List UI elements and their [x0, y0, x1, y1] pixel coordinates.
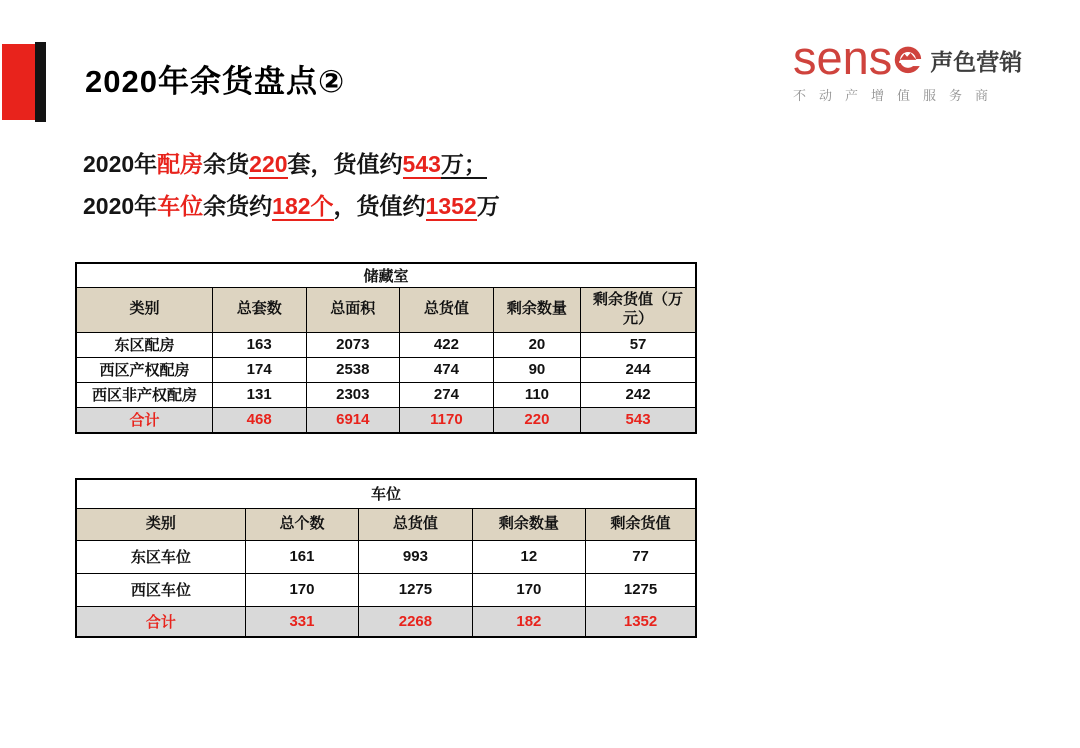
brand-wordmark — [793, 31, 923, 84]
table-cell: 1275 — [359, 573, 472, 606]
table-header-row — [76, 287, 696, 332]
table-row — [76, 332, 696, 357]
text-run: 2020年 — [83, 193, 158, 219]
table-cell: 244 — [581, 357, 696, 382]
table-cell: 131 — [212, 382, 306, 407]
brand-logo-row — [793, 31, 1023, 84]
brand-tagline: 不动产增值服务商 — [793, 88, 1002, 103]
text-run: 配房 — [157, 151, 204, 177]
header-cell: 剩余数量 — [472, 508, 585, 540]
text-run: 车位 — [157, 193, 204, 219]
table-header-row — [76, 508, 696, 540]
total-cell: 182 — [472, 606, 585, 637]
table-title-row — [76, 263, 696, 287]
text-run: 1352 — [425, 193, 477, 219]
total-label: 合计 — [76, 407, 212, 433]
total-cell: 1170 — [400, 407, 494, 433]
total-cell: 2268 — [359, 606, 472, 637]
table-total-row — [76, 606, 696, 637]
header-cell: 总货值 — [359, 508, 472, 540]
total-cell: 1352 — [586, 606, 696, 637]
table-cell: 2538 — [306, 357, 400, 382]
table-total-row — [76, 407, 696, 433]
table-cell: 2073 — [306, 332, 400, 357]
header-cell: 剩余货值 — [586, 508, 696, 540]
text-run: 220 — [249, 151, 288, 177]
table-cell: 993 — [359, 540, 472, 573]
table-cell: 474 — [400, 357, 494, 382]
page-title: 2020年余货盘点② — [85, 64, 346, 99]
text-run: 182个 — [272, 193, 334, 219]
table-cell: 2303 — [306, 382, 400, 407]
table-cell: 170 — [472, 573, 585, 606]
intro-line-2 — [83, 185, 500, 227]
table-cell: 174 — [212, 357, 306, 382]
storage-table — [75, 262, 697, 434]
brand-logo — [793, 31, 1023, 104]
header-cell: 总个数 — [245, 508, 358, 540]
table-cell: 110 — [493, 382, 580, 407]
table-cell: 90 — [493, 357, 580, 382]
total-cell: 220 — [493, 407, 580, 433]
parking-table — [75, 478, 697, 638]
row-label: 西区产权配房 — [76, 357, 212, 382]
header-cell: 总货值 — [400, 287, 494, 332]
accent-bar-black — [35, 42, 46, 122]
text-run: 万 — [476, 193, 500, 219]
brand-cn-name: 声色营销 — [930, 49, 1023, 75]
row-label: 东区配房 — [76, 332, 212, 357]
table-row — [76, 573, 696, 606]
row-label: 西区非产权配房 — [76, 382, 212, 407]
table-title: 车位 — [76, 479, 696, 508]
table-cell: 12 — [472, 540, 585, 573]
table-row — [76, 357, 696, 382]
header-cell: 剩余数量 — [493, 287, 580, 332]
table-title: 储藏室 — [76, 263, 696, 287]
total-cell: 6914 — [306, 407, 400, 433]
text-run: 万； — [440, 151, 487, 177]
text-run: ，货值约 — [333, 193, 426, 219]
table-row — [76, 382, 696, 407]
table-cell: 422 — [400, 332, 494, 357]
total-cell: 331 — [245, 606, 358, 637]
brand-wordmark-text: sens — [793, 31, 893, 84]
table-cell: 274 — [400, 382, 494, 407]
total-cell: 468 — [212, 407, 306, 433]
table-title-row — [76, 479, 696, 508]
row-label: 东区车位 — [76, 540, 245, 573]
total-cell: 543 — [581, 407, 696, 433]
table-cell: 161 — [245, 540, 358, 573]
table-cell: 170 — [245, 573, 358, 606]
text-run: 余货约 — [203, 193, 273, 219]
table-cell: 20 — [493, 332, 580, 357]
table-cell: 163 — [212, 332, 306, 357]
table-cell: 242 — [581, 382, 696, 407]
text-run: 余货 — [203, 151, 250, 177]
header-cell: 类别 — [76, 508, 245, 540]
table-row — [76, 540, 696, 573]
header-cell: 总面积 — [306, 287, 400, 332]
text-run: 2020年 — [83, 151, 158, 177]
row-label: 西区车位 — [76, 573, 245, 606]
accent-bar-red — [2, 44, 35, 120]
text-run: 套，货值约 — [287, 151, 403, 177]
header-cell: 类别 — [76, 287, 212, 332]
total-label: 合计 — [76, 606, 245, 637]
table-cell: 1275 — [586, 573, 696, 606]
header-cell: 总套数 — [212, 287, 306, 332]
header-cell: 剩余货值（万元） — [581, 287, 696, 332]
text-run: 543 — [402, 151, 441, 177]
intro-paragraph — [83, 143, 500, 227]
table-cell: 57 — [581, 332, 696, 357]
intro-line-1 — [83, 143, 500, 185]
table-cell: 77 — [586, 540, 696, 573]
brand-e-mountain-icon — [893, 44, 923, 74]
